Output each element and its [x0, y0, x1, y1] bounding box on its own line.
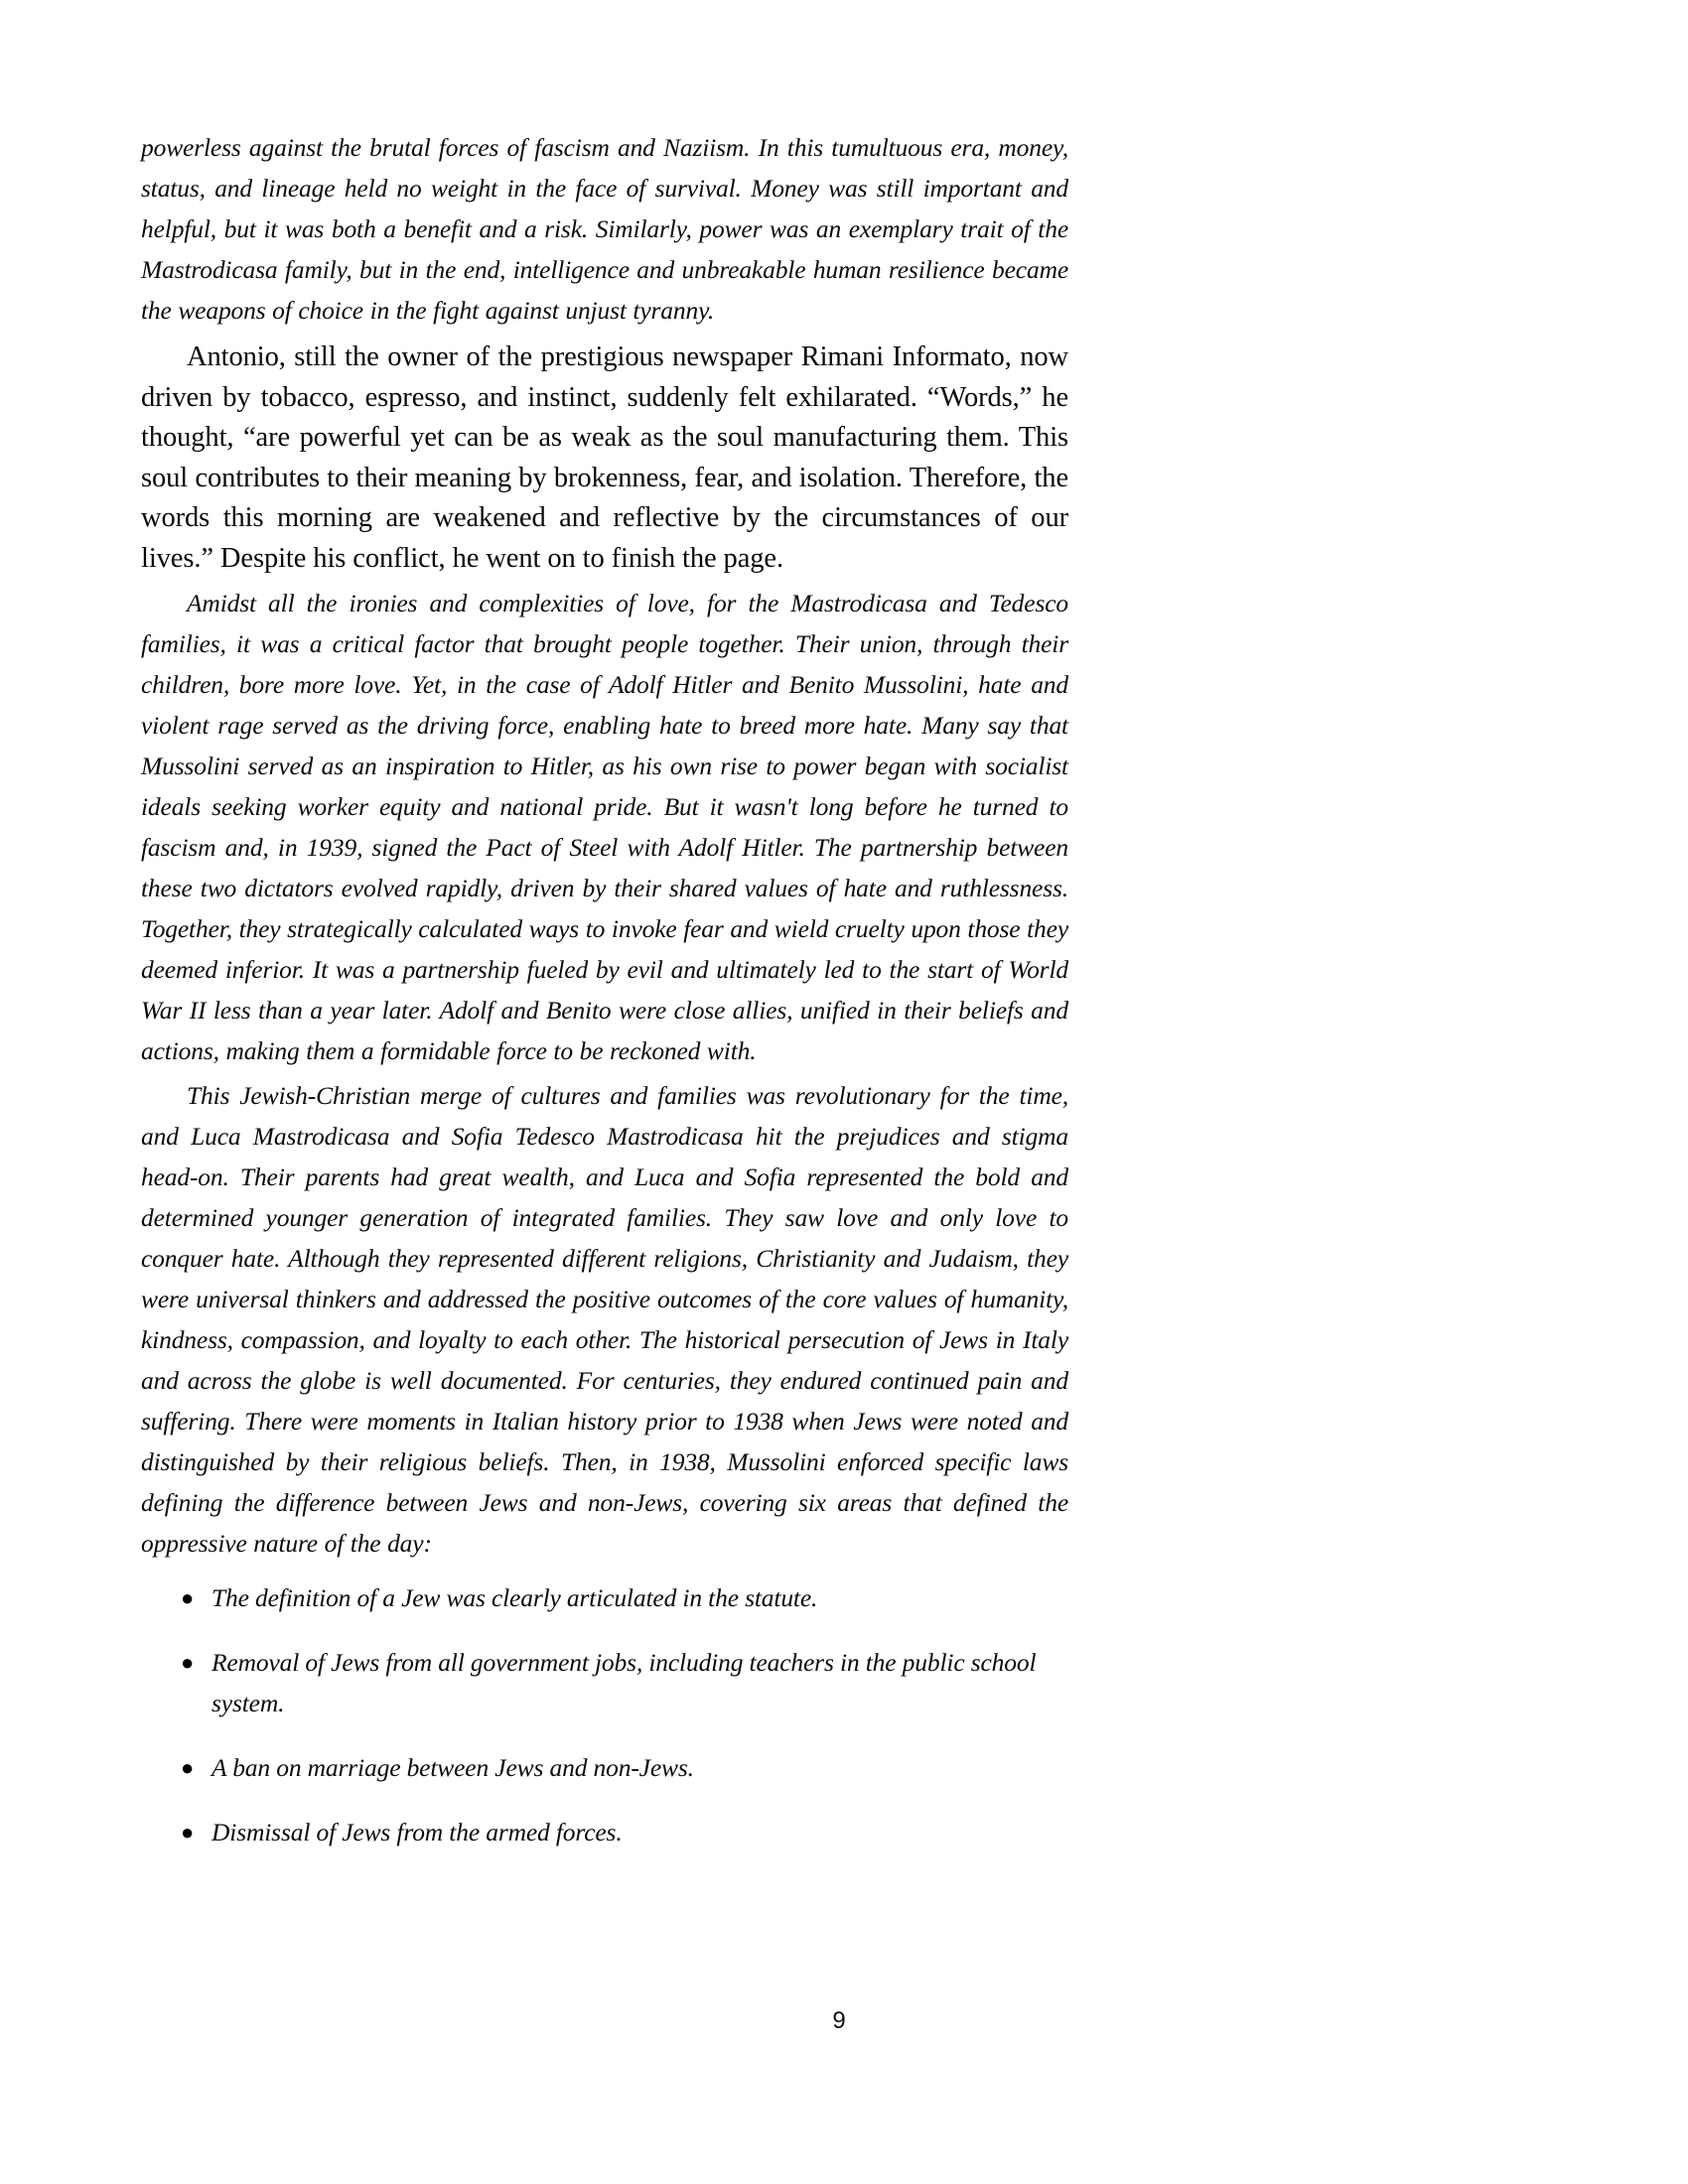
list-item-label: The definition of a Jew was clearly articulated in the statute. [211, 1583, 818, 1612]
list-item-label: Dismissal of Jews from the armed forces. [211, 1818, 623, 1846]
racial-laws-bullet-list [141, 1577, 1068, 1852]
paragraph-antonio: Antonio, still the owner of the prestigious newspaper Rimani Informato, now driven by tobacco, espresso, and instinct, suddenly felt exhilarated. “Words,” he thought, “are powerful yet can be as weak as the soul manufacturing them. This soul contributes to their meaning by brokenness, fear, and isolation. Therefore, the words this morning are weakened and reflective by the circumstances of our lives.” Despite his conflict, he went on to finish the page. [141, 341, 1068, 574]
bullet-icon: ● [181, 1820, 195, 1844]
list-item [141, 1812, 1068, 1852]
list-item-label: A ban on marriage between Jews and non-Jews. [211, 1753, 694, 1782]
list-spacer [141, 1564, 1068, 1577]
page-number [0, 2007, 1688, 2035]
paragraph-amidst: Amidst all the ironies and complexities of love, for the Mastrodicasa and Tedesco families, it was a critical factor that brought people together. Their union, through their children, bore more love. Yet, in the case of Adolf Hitler and Benito Mussolini, hate and violent rage served as the driving force, enabling hate to breed more hate. Many say that Mussolini served as an inspiration to Hitler, as his own rise to power began with socialist ideals seeking worker equity and national pride. But it wasn't long before he turned to fascism and, in 1939, signed the Pact of Steel with Adolf Hitler. The partnership between these two dictators evolved rapidly, driven by their shared values of hate and ruthlessness. Together, they strategically calculated ways to invoke fear and wield cruelty upon those they deemed inferior. It was a partnership fueled by evil and ultimately led to the start of World War II less than a year later. Adolf and Benito were close allies, unified in their beliefs and actions, making them a formidable force to be reckoned with. [141, 589, 1068, 1065]
list-item [141, 1577, 1068, 1618]
paragraph-jewish-christian: This Jewish-Christian merge of cultures and families was revolutionary for the time, and Luca Mastrodicasa and Sofia Tedesco Mastrodicasa hit the prejudices and stigma head-on. Their parents had great wealth, and Luca and Sofia represented the bold and determined younger generation of integrated families. They saw love and only love to conquer hate. Although they represented different religions, Christianity and Judaism, they were universal thinkers and addressed the positive outcomes of the core values of humanity, kindness, compassion, and loyalty to each other. The historical persecution of Jews in Italy and across the globe is well documented. For centuries, they endured continued pain and suffering. There were moments in Italian history prior to 1938 when Jews were noted and distinguished by their religious beliefs. Then, in 1938, Mussolini enforced specific laws defining the difference between Jews and non-Jews, covering six areas that defined the oppressive nature of the day: [141, 1081, 1068, 1558]
page-number-value: 9 [832, 2007, 846, 2034]
list-item [141, 1747, 1068, 1788]
paragraph-spacer [141, 331, 1068, 338]
list-item [141, 1642, 1068, 1723]
bullet-icon: ● [181, 1585, 195, 1610]
paragraph-continuation: powerless against the brutal forces of fascism and Naziism. In this tumultuous era, money, status, and lineage held no weight in the face of survival. Money was still important and helpful, but it was both a benefit and a risk. Similarly, power was an exemplary trait of the Mastrodicasa family, but in the end, intelligence and unbreakable human resilience became the weapons of choice in the fight against unjust tyranny. [141, 133, 1068, 325]
text-column [141, 127, 1068, 1876]
bullet-icon: ● [181, 1650, 195, 1675]
list-item-label: Removal of Jews from all government jobs, including teachers in the public school system. [211, 1648, 1037, 1717]
bullet-icon: ● [181, 1755, 195, 1780]
